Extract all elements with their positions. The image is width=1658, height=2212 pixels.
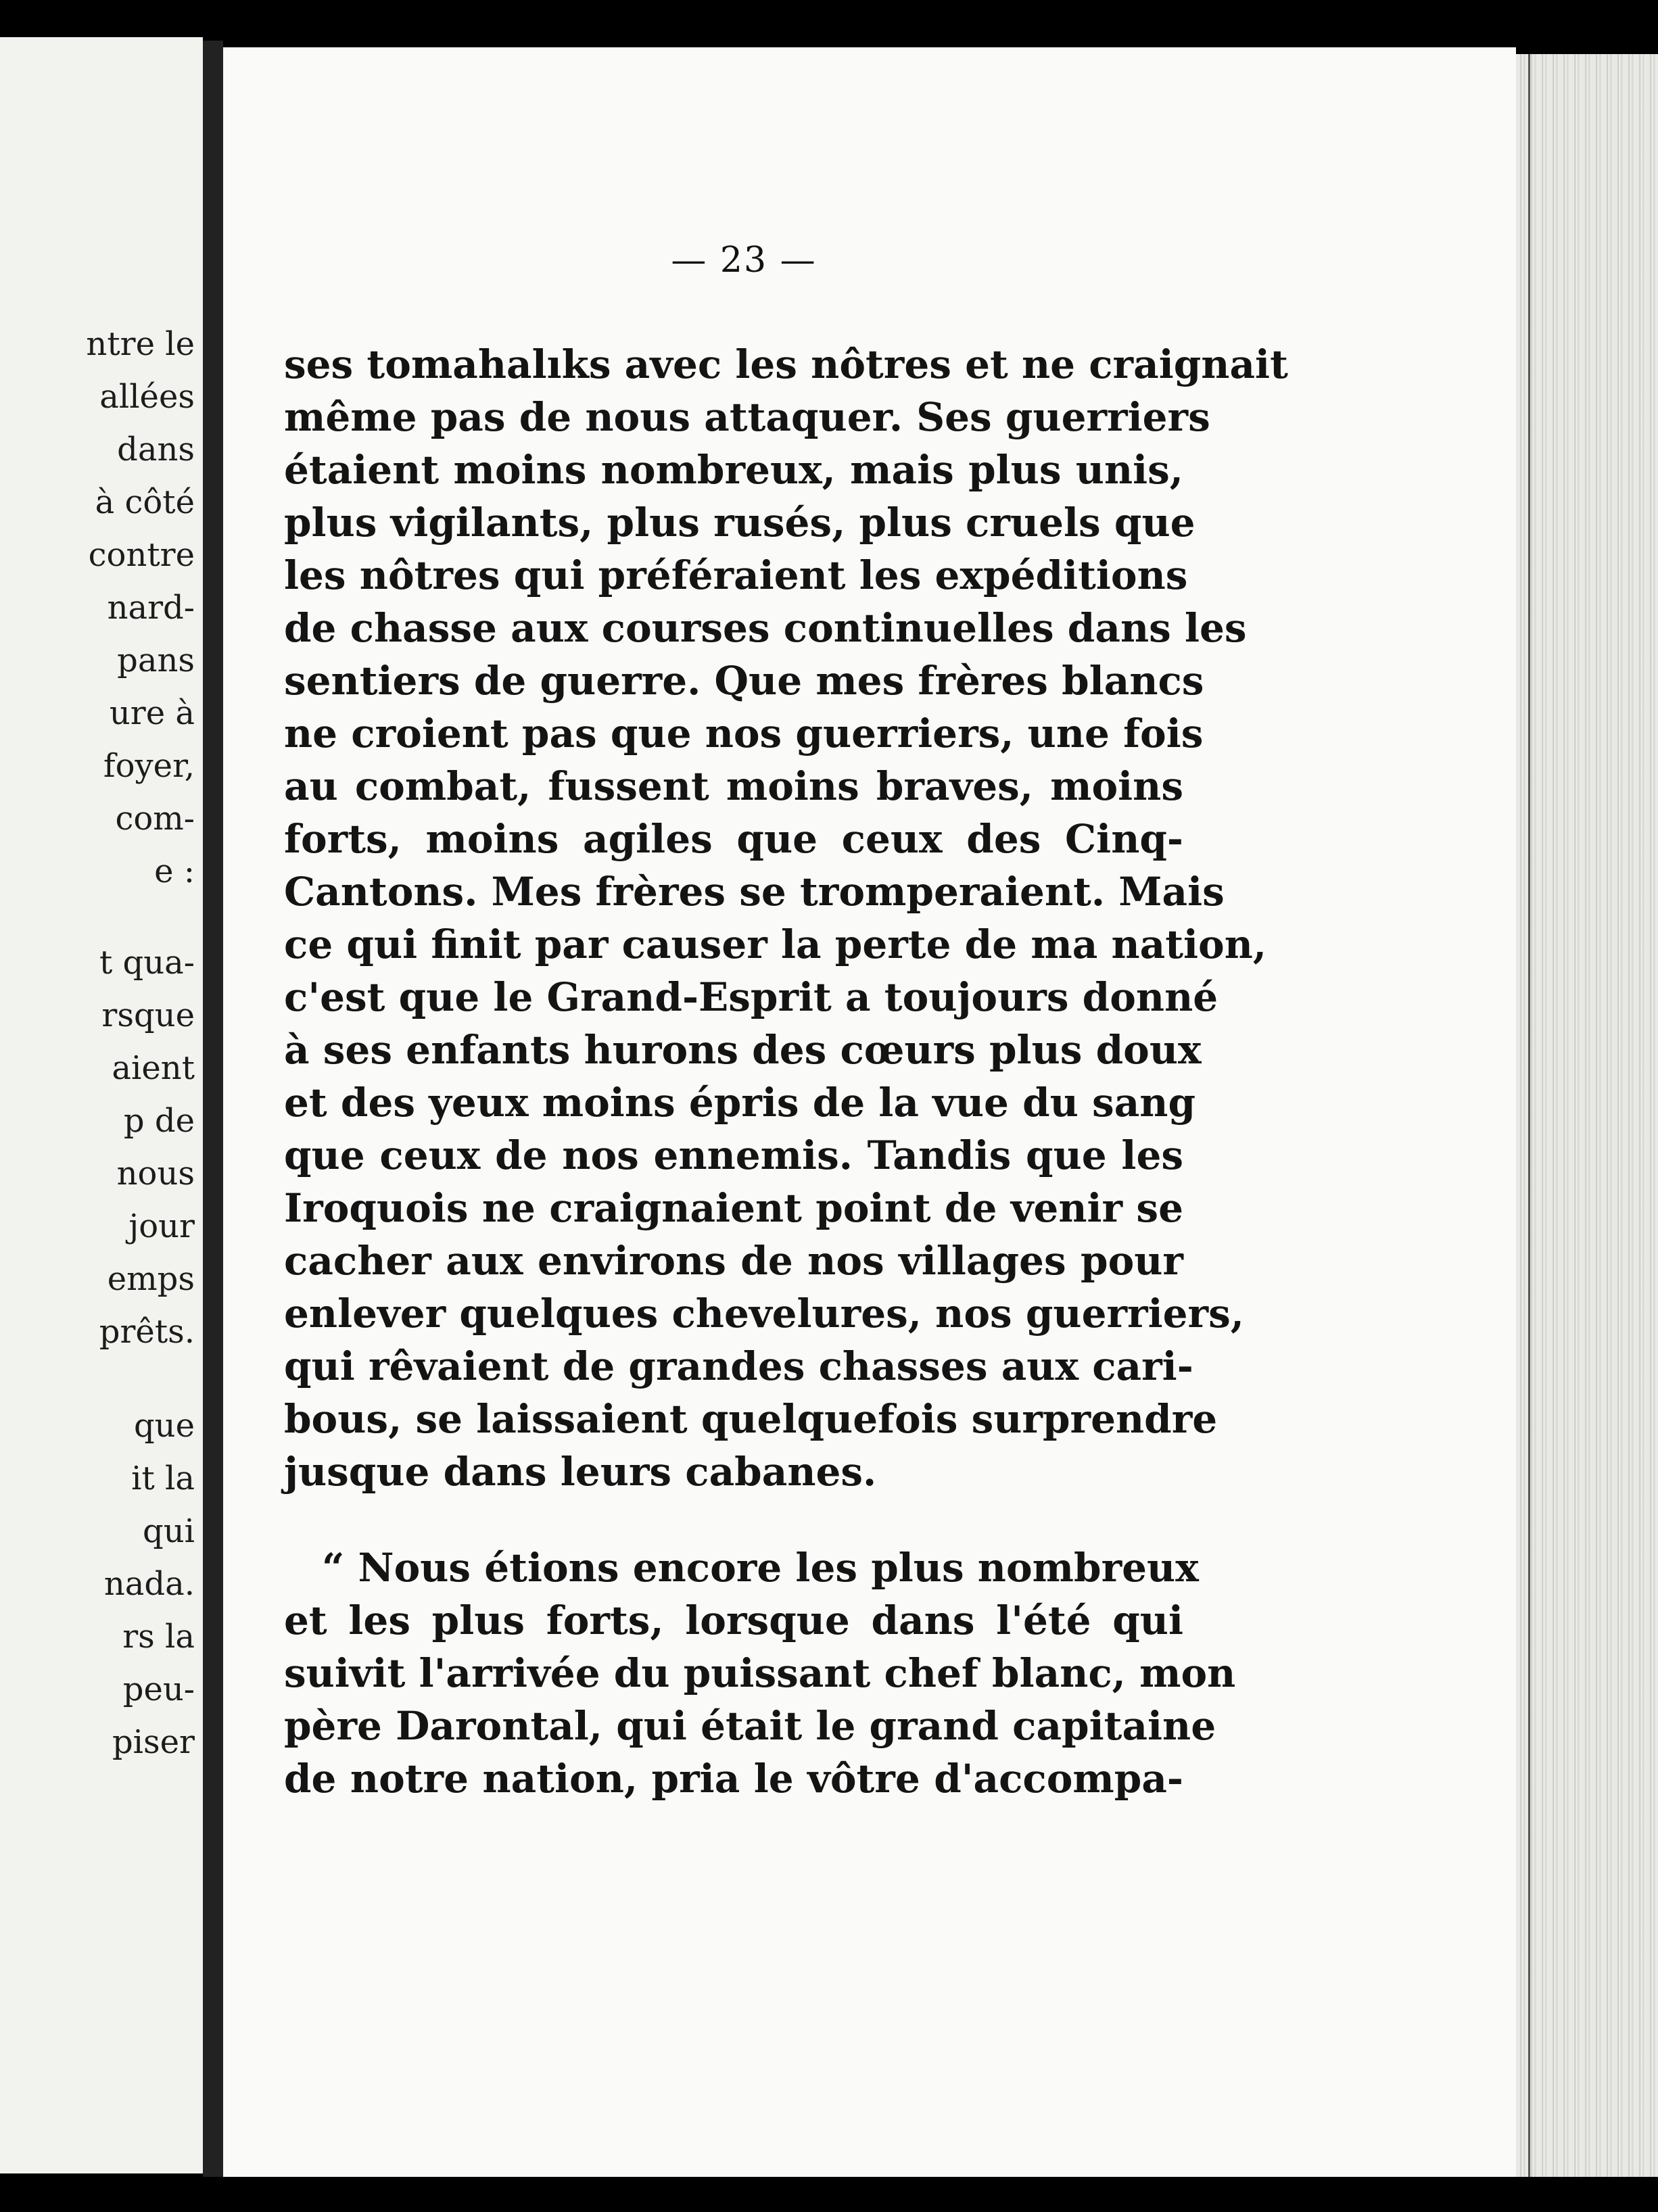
left-page-line: qui — [143, 1512, 195, 1550]
left-page-line: aient — [112, 1049, 195, 1087]
text-line: cacher aux environs de nos villages pour — [284, 1238, 1183, 1284]
left-page-line: pans — [117, 642, 195, 679]
text-line: suivit l'arrivée du puissant chef blanc, mon — [284, 1650, 1236, 1696]
left-page-line: it la — [131, 1460, 195, 1497]
left-page-line: foyer, — [103, 747, 195, 785]
text-line: les nôtres qui préféraient les expéditions — [284, 552, 1188, 598]
left-page-line: emps — [107, 1260, 195, 1298]
left-page-line: ntre le — [86, 325, 195, 363]
page-number: — 23 — — [671, 240, 817, 281]
text-line: Iroquois ne craignaient point de venir se — [284, 1185, 1183, 1231]
text-line: bous, se laissaient quelquefois surprendre — [284, 1396, 1218, 1442]
left-page-line: dans — [117, 431, 195, 468]
text-line: et des yeux moins épris de la vue du sang — [284, 1080, 1196, 1126]
book-gutter — [203, 41, 223, 2177]
text-line: que ceux de nos ennemis. Tandis que les — [284, 1132, 1183, 1178]
text-line: ce qui finit par causer la perte de ma nation, — [284, 921, 1267, 967]
text-line: étaient moins nombreux, mais plus unis, — [284, 447, 1183, 493]
left-page-line: jour — [128, 1207, 195, 1245]
text-line: enlever quelques chevelures, nos guerriers, — [284, 1291, 1244, 1337]
left-page-line: allées — [99, 378, 195, 416]
left-page-line: rs la — [122, 1618, 195, 1656]
text-line: ses tomahalıks avec les nôtres et ne craignait — [284, 341, 1288, 387]
text-line: c'est que le Grand-Esprit a toujours donné — [284, 974, 1218, 1020]
text-line: et les plus forts, lorsque dans l'été qui — [284, 1597, 1183, 1643]
left-page-line: t qua- — [99, 944, 195, 982]
left-page-line: peu- — [122, 1670, 195, 1708]
text-line: Cantons. Mes frères se tromperaient. Mais — [284, 869, 1225, 915]
text-line: “ Nous étions encore les plus nombreux — [322, 1545, 1199, 1591]
left-page-line: nada. — [103, 1565, 195, 1603]
left-page-line: prêts. — [99, 1313, 195, 1351]
text-line: à ses enfants hurons des cœurs plus doux — [284, 1027, 1202, 1073]
left-page-line: e : — [154, 852, 195, 890]
text-line: jusque dans leurs cabanes. — [284, 1449, 877, 1495]
previous-page — [0, 37, 203, 2173]
left-page-line: com- — [115, 800, 195, 838]
text-line: forts, moins agiles que ceux des Cinq- — [284, 816, 1183, 862]
left-page-line: p de — [123, 1102, 195, 1140]
left-page-line: piser — [112, 1723, 195, 1761]
text-line: même pas de nous attaquer. Ses guerriers — [284, 394, 1210, 440]
text-line: ne croient pas que nos guerriers, une fois — [284, 711, 1204, 756]
left-page-line: nard- — [107, 589, 195, 627]
left-page-line: rsque — [101, 996, 195, 1034]
text-line: plus vigilants, plus rusés, plus cruels que — [284, 500, 1195, 546]
text-line: de notre nation, pria le vôtre d'accompa- — [284, 1756, 1183, 1802]
left-page-line: nous — [116, 1155, 195, 1193]
page-fore-edge — [1516, 54, 1658, 2177]
left-page-line: que — [133, 1407, 195, 1445]
text-line: qui rêvaient de grandes chasses aux cari- — [284, 1343, 1193, 1389]
text-line: père Darontal, qui était le grand capitaine — [284, 1703, 1216, 1749]
text-line: sentiers de guerre. Que mes frères blancs — [284, 658, 1204, 704]
text-line: de chasse aux courses continuelles dans les — [284, 605, 1247, 651]
text-line: au combat, fussent moins braves, moins — [284, 763, 1183, 809]
left-page-line: ure à — [109, 694, 195, 732]
left-page-line: à côté — [95, 483, 195, 521]
left-page-line: contre — [88, 536, 195, 574]
